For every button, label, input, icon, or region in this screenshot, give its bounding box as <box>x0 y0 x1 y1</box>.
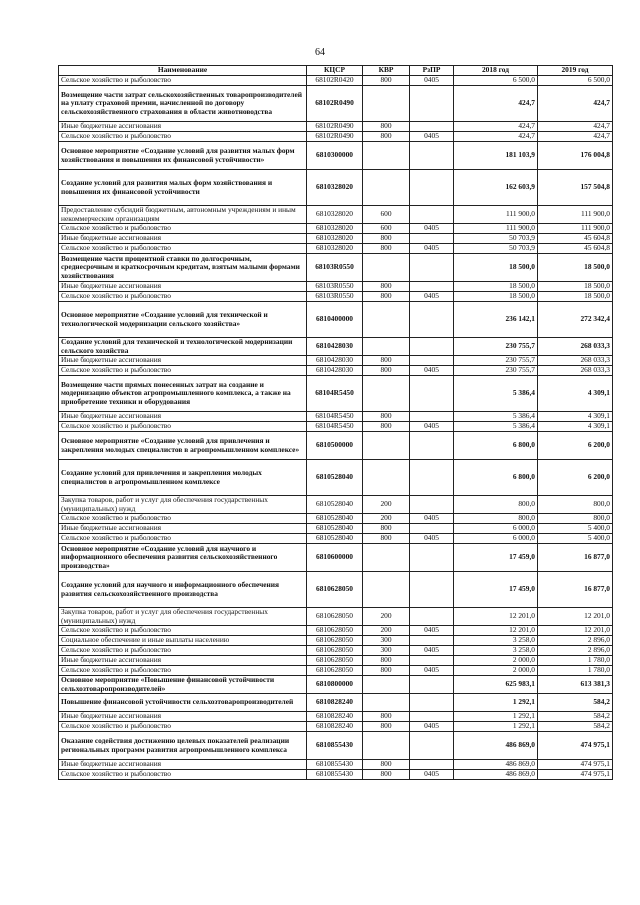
table-row <box>59 432 613 460</box>
row-kcsr-cell: 6810855430 <box>307 732 363 760</box>
row-kcsr-cell: 6810800000 <box>307 676 363 694</box>
row-kcsr-cell: 68104R5450 <box>307 422 363 432</box>
row-kvr-cell <box>363 142 410 170</box>
row-2018-cell: 17 459,0 <box>454 572 538 608</box>
page-number: 64 <box>315 47 325 58</box>
row-2019-cell: 584,2 <box>538 712 613 722</box>
row-kvr-cell: 200 <box>363 626 410 636</box>
table-row <box>59 534 613 544</box>
row-rzpr-cell: 0405 <box>410 666 454 676</box>
row-name-cell: Возмещение части прямых понесенных затрат на создание и модернизацию объектов агропромышленного комплекса, а также на приобретение техники и оборудования <box>59 376 307 412</box>
row-rzpr-cell <box>410 656 454 666</box>
row-2019-cell: 4 309,1 <box>538 376 613 412</box>
row-2018-cell: 5 386,4 <box>454 422 538 432</box>
row-rzpr-cell <box>410 524 454 534</box>
row-rzpr-cell: 0405 <box>410 514 454 524</box>
row-2018-cell: 162 603,9 <box>454 170 538 206</box>
row-2018-cell: 18 500,0 <box>454 254 538 282</box>
row-2018-cell: 3 258,0 <box>454 646 538 656</box>
row-kcsr-cell: 6810855430 <box>307 760 363 770</box>
header-name: Наименование <box>59 66 307 76</box>
row-kvr-cell <box>363 302 410 338</box>
row-kvr-cell <box>363 376 410 412</box>
row-2018-cell: 230 755,7 <box>454 366 538 376</box>
table-row <box>59 170 613 206</box>
row-2018-cell: 230 755,7 <box>454 338 538 356</box>
row-rzpr-cell: 0405 <box>410 422 454 432</box>
header-kvr: КВР <box>363 66 410 76</box>
row-2019-cell: 474 975,1 <box>538 760 613 770</box>
row-2019-cell: 268 033,3 <box>538 356 613 366</box>
row-2019-cell: 45 604,8 <box>538 234 613 244</box>
row-kvr-cell: 300 <box>363 636 410 646</box>
row-2019-cell: 584,2 <box>538 694 613 712</box>
table-row <box>59 770 613 780</box>
row-name-cell: Основное мероприятие «Создание условий для технической и технологической модернизации сельского хозяйства» <box>59 302 307 338</box>
row-rzpr-cell <box>410 234 454 244</box>
row-name-cell: Сельское хозяйство и рыболовство <box>59 244 307 254</box>
row-name-cell: Сельское хозяйство и рыболовство <box>59 770 307 780</box>
row-2019-cell: 800,0 <box>538 496 613 514</box>
row-name-cell: Сельское хозяйство и рыболовство <box>59 626 307 636</box>
row-rzpr-cell <box>410 376 454 412</box>
row-2018-cell: 18 500,0 <box>454 292 538 302</box>
row-kvr-cell <box>363 432 410 460</box>
row-2019-cell: 45 604,8 <box>538 244 613 254</box>
table-row <box>59 76 613 86</box>
row-rzpr-cell: 0405 <box>410 366 454 376</box>
row-kcsr-cell: 6810528040 <box>307 524 363 534</box>
table-row <box>59 86 613 122</box>
row-name-cell: Сельское хозяйство и рыболовство <box>59 76 307 86</box>
row-kcsr-cell: 68104R5450 <box>307 376 363 412</box>
table-row <box>59 460 613 496</box>
row-kcsr-cell: 6810528040 <box>307 460 363 496</box>
row-kcsr-cell: 6810428030 <box>307 338 363 356</box>
row-kcsr-cell: 6810328020 <box>307 224 363 234</box>
row-name-cell: Сельское хозяйство и рыболовство <box>59 366 307 376</box>
row-kvr-cell <box>363 694 410 712</box>
row-name-cell: Иные бюджетные ассигнования <box>59 234 307 244</box>
row-kcsr-cell: 68102R0490 <box>307 122 363 132</box>
row-rzpr-cell <box>410 170 454 206</box>
row-name-cell: Основное мероприятие «Создание условий для привлечения и закрепления молодых специалистов в агропромышленном комплексе» <box>59 432 307 460</box>
row-kvr-cell: 800 <box>363 524 410 534</box>
row-2019-cell: 12 201,0 <box>538 608 613 626</box>
row-kvr-cell <box>363 170 410 206</box>
row-rzpr-cell <box>410 122 454 132</box>
row-name-cell: Иные бюджетные ассигнования <box>59 412 307 422</box>
row-2018-cell: 50 703,9 <box>454 234 538 244</box>
row-2018-cell: 486 869,0 <box>454 760 538 770</box>
row-kvr-cell: 800 <box>363 132 410 142</box>
row-rzpr-cell <box>410 460 454 496</box>
row-rzpr-cell: 0405 <box>410 770 454 780</box>
row-kcsr-cell: 68103R0550 <box>307 292 363 302</box>
row-kcsr-cell: 6810328020 <box>307 234 363 244</box>
row-name-cell: Повышение финансовой устойчивости сельхозтоваропроизводителей <box>59 694 307 712</box>
row-rzpr-cell <box>410 302 454 338</box>
row-rzpr-cell: 0405 <box>410 132 454 142</box>
row-kcsr-cell: 6810628050 <box>307 666 363 676</box>
row-name-cell: Создание условий для научного и информационного обеспечения развития сельскохозяйственного производства <box>59 572 307 608</box>
row-2018-cell: 6 800,0 <box>454 460 538 496</box>
row-2018-cell: 424,7 <box>454 86 538 122</box>
row-2019-cell: 613 381,3 <box>538 676 613 694</box>
table-row <box>59 422 613 432</box>
row-kcsr-cell: 6810328020 <box>307 206 363 224</box>
row-name-cell: Иные бюджетные ассигнования <box>59 524 307 534</box>
table-row <box>59 132 613 142</box>
row-rzpr-cell <box>410 694 454 712</box>
row-kcsr-cell: 6810628050 <box>307 626 363 636</box>
row-kcsr-cell: 6810628050 <box>307 608 363 626</box>
row-2019-cell: 5 400,0 <box>538 534 613 544</box>
row-rzpr-cell <box>410 206 454 224</box>
table-row <box>59 636 613 646</box>
row-2019-cell: 6 200,0 <box>538 432 613 460</box>
row-2019-cell: 18 500,0 <box>538 292 613 302</box>
table-body <box>59 76 613 780</box>
row-rzpr-cell <box>410 496 454 514</box>
row-2018-cell: 625 983,1 <box>454 676 538 694</box>
row-rzpr-cell <box>410 282 454 292</box>
row-2019-cell: 584,2 <box>538 722 613 732</box>
row-kvr-cell <box>363 676 410 694</box>
row-2019-cell: 111 900,0 <box>538 224 613 234</box>
row-kcsr-cell: 6810828240 <box>307 712 363 722</box>
table-row <box>59 412 613 422</box>
row-kcsr-cell: 6810328020 <box>307 244 363 254</box>
header-2019: 2019 год <box>538 66 613 76</box>
row-kcsr-cell: 6810600000 <box>307 544 363 572</box>
row-kvr-cell: 800 <box>363 244 410 254</box>
row-name-cell: Иные бюджетные ассигнования <box>59 656 307 666</box>
row-kvr-cell: 800 <box>363 712 410 722</box>
row-kcsr-cell: 6810628050 <box>307 656 363 666</box>
row-kcsr-cell: 6810828240 <box>307 694 363 712</box>
table-row <box>59 356 613 366</box>
table-row <box>59 234 613 244</box>
row-kvr-cell: 800 <box>363 366 410 376</box>
table-row <box>59 292 613 302</box>
budget-table <box>58 65 613 780</box>
row-name-cell: Сельское хозяйство и рыболовство <box>59 534 307 544</box>
table-row <box>59 122 613 132</box>
row-rzpr-cell <box>410 676 454 694</box>
row-name-cell: Основное мероприятие «Создание условий для развития малых форм хозяйствования и повышения их финансовой устойчивости» <box>59 142 307 170</box>
table-row <box>59 694 613 712</box>
table-row <box>59 514 613 524</box>
row-2018-cell: 2 000,0 <box>454 666 538 676</box>
row-rzpr-cell <box>410 712 454 722</box>
table-row <box>59 676 613 694</box>
row-kcsr-cell: 6810628050 <box>307 646 363 656</box>
table-row <box>59 608 613 626</box>
row-name-cell: Возмещение части процентной ставки по долгосрочным, среднесрочным и краткосрочным кредитам, взятым малыми формами хозяйствования <box>59 254 307 282</box>
row-name-cell: Основное мероприятие «Создание условий для научного и информационного обеспечения развития сельскохозяйственного производства» <box>59 544 307 572</box>
row-name-cell: Иные бюджетные ассигнования <box>59 712 307 722</box>
row-name-cell: Сельское хозяйство и рыболовство <box>59 224 307 234</box>
row-name-cell: Сельское хозяйство и рыболовство <box>59 132 307 142</box>
row-kvr-cell: 800 <box>363 282 410 292</box>
row-2018-cell: 3 258,0 <box>454 636 538 646</box>
table-row <box>59 722 613 732</box>
row-2019-cell: 6 500,0 <box>538 76 613 86</box>
row-kcsr-cell: 6810628050 <box>307 572 363 608</box>
row-kvr-cell: 800 <box>363 412 410 422</box>
row-kvr-cell <box>363 254 410 282</box>
table-row <box>59 376 613 412</box>
row-kcsr-cell: 68104R5450 <box>307 412 363 422</box>
table-row <box>59 496 613 514</box>
row-kcsr-cell: 6810628050 <box>307 636 363 646</box>
row-2019-cell: 111 900,0 <box>538 206 613 224</box>
row-2018-cell: 2 000,0 <box>454 656 538 666</box>
table-row <box>59 732 613 760</box>
row-kvr-cell <box>363 544 410 572</box>
row-kvr-cell: 200 <box>363 514 410 524</box>
row-2018-cell: 486 869,0 <box>454 770 538 780</box>
row-2019-cell: 16 877,0 <box>538 544 613 572</box>
row-kvr-cell: 800 <box>363 760 410 770</box>
row-2018-cell: 12 201,0 <box>454 626 538 636</box>
table-row <box>59 282 613 292</box>
row-kcsr-cell: 6810828240 <box>307 722 363 732</box>
row-2019-cell: 18 500,0 <box>538 282 613 292</box>
row-name-cell: Сельское хозяйство и рыболовство <box>59 666 307 676</box>
row-2018-cell: 424,7 <box>454 122 538 132</box>
row-2019-cell: 1 780,0 <box>538 666 613 676</box>
header-kcsr: КЦСР <box>307 66 363 76</box>
row-2018-cell: 1 292,1 <box>454 712 538 722</box>
header-2018: 2018 год <box>454 66 538 76</box>
row-2019-cell: 5 400,0 <box>538 524 613 534</box>
row-2019-cell: 6 200,0 <box>538 460 613 496</box>
row-name-cell: Сельское хозяйство и рыболовство <box>59 422 307 432</box>
row-2018-cell: 6 500,0 <box>454 76 538 86</box>
table-row <box>59 142 613 170</box>
row-2018-cell: 6 800,0 <box>454 432 538 460</box>
row-2018-cell: 6 000,0 <box>454 524 538 534</box>
row-kcsr-cell: 6810855430 <box>307 770 363 780</box>
row-2018-cell: 50 703,9 <box>454 244 538 254</box>
row-2019-cell: 176 004,8 <box>538 142 613 170</box>
row-name-cell: Сельское хозяйство и рыболовство <box>59 514 307 524</box>
row-kcsr-cell: 68102R0490 <box>307 86 363 122</box>
row-2019-cell: 12 201,0 <box>538 626 613 636</box>
row-kvr-cell: 200 <box>363 608 410 626</box>
row-2019-cell: 474 975,1 <box>538 732 613 760</box>
row-2019-cell: 474 975,1 <box>538 770 613 780</box>
row-rzpr-cell: 0405 <box>410 534 454 544</box>
row-name-cell: Оказание содействия достижению целевых показателей реализации региональных программ развития агропромышленного комплекса <box>59 732 307 760</box>
header-rzpr: РзПР <box>410 66 454 76</box>
row-2018-cell: 486 869,0 <box>454 732 538 760</box>
row-2018-cell: 12 201,0 <box>454 608 538 626</box>
row-kvr-cell: 800 <box>363 656 410 666</box>
table-row <box>59 302 613 338</box>
table-row <box>59 224 613 234</box>
row-kvr-cell: 600 <box>363 206 410 224</box>
row-kcsr-cell: 6810400000 <box>307 302 363 338</box>
row-kvr-cell <box>363 86 410 122</box>
row-2019-cell: 424,7 <box>538 86 613 122</box>
row-rzpr-cell <box>410 338 454 356</box>
row-rzpr-cell <box>410 86 454 122</box>
row-2018-cell: 1 292,1 <box>454 722 538 732</box>
row-rzpr-cell <box>410 254 454 282</box>
row-2019-cell: 18 500,0 <box>538 254 613 282</box>
table-row <box>59 712 613 722</box>
row-2018-cell: 111 900,0 <box>454 224 538 234</box>
row-2018-cell: 5 386,4 <box>454 412 538 422</box>
row-name-cell: Возмещение части затрат сельскохозяйственных товаропроизводителей на уплату страховой премии, начисленной по договору сельскохозяйственного страхования в области животноводства <box>59 86 307 122</box>
table-row <box>59 254 613 282</box>
row-name-cell: Сельское хозяйство и рыболовство <box>59 722 307 732</box>
row-rzpr-cell <box>410 636 454 646</box>
row-kvr-cell: 800 <box>363 422 410 432</box>
row-2019-cell: 424,7 <box>538 122 613 132</box>
table-row <box>59 338 613 356</box>
row-rzpr-cell <box>410 412 454 422</box>
row-rzpr-cell: 0405 <box>410 646 454 656</box>
row-rzpr-cell <box>410 760 454 770</box>
row-rzpr-cell: 0405 <box>410 76 454 86</box>
row-name-cell: Предоставление субсидий бюджетным, автономным учреждениям и иным некоммерческим организациям <box>59 206 307 224</box>
row-2018-cell: 424,7 <box>454 132 538 142</box>
row-2019-cell: 2 896,0 <box>538 646 613 656</box>
table-row <box>59 544 613 572</box>
row-kvr-cell: 800 <box>363 76 410 86</box>
row-kcsr-cell: 6810528040 <box>307 496 363 514</box>
row-kcsr-cell: 6810500000 <box>307 432 363 460</box>
row-kcsr-cell: 68102R0420 <box>307 76 363 86</box>
row-name-cell: Иные бюджетные ассигнования <box>59 760 307 770</box>
row-kvr-cell: 800 <box>363 666 410 676</box>
row-2018-cell: 181 103,9 <box>454 142 538 170</box>
row-name-cell: Иные бюджетные ассигнования <box>59 122 307 132</box>
row-rzpr-cell <box>410 732 454 760</box>
row-2019-cell: 1 780,0 <box>538 656 613 666</box>
row-kcsr-cell: 68103R0550 <box>307 282 363 292</box>
row-2018-cell: 5 386,4 <box>454 376 538 412</box>
row-rzpr-cell <box>410 356 454 366</box>
row-kvr-cell: 800 <box>363 234 410 244</box>
row-name-cell: Создание условий для развития малых форм хозяйствования и повышения их финансовой устойчивости <box>59 170 307 206</box>
row-kcsr-cell: 68103R0550 <box>307 254 363 282</box>
row-2019-cell: 424,7 <box>538 132 613 142</box>
row-rzpr-cell <box>410 572 454 608</box>
row-rzpr-cell <box>410 142 454 170</box>
row-kvr-cell: 600 <box>363 224 410 234</box>
table-row <box>59 646 613 656</box>
table-row <box>59 760 613 770</box>
row-rzpr-cell: 0405 <box>410 292 454 302</box>
row-2018-cell: 1 292,1 <box>454 694 538 712</box>
row-name-cell: Основное мероприятие «Повышение финансовой устойчивости сельхозтоваропроизводителей» <box>59 676 307 694</box>
table-row <box>59 656 613 666</box>
row-kvr-cell <box>363 460 410 496</box>
row-2019-cell: 800,0 <box>538 514 613 524</box>
row-name-cell: Создание условий для технической и технологической модернизации сельского хозяйства <box>59 338 307 356</box>
row-kcsr-cell: 6810300000 <box>307 142 363 170</box>
table-row <box>59 524 613 534</box>
row-name-cell: Создание условий для привлечения и закрепления молодых специалистов в агропромышленном комплексе <box>59 460 307 496</box>
row-2018-cell: 111 900,0 <box>454 206 538 224</box>
row-2019-cell: 268 033,3 <box>538 366 613 376</box>
row-2019-cell: 268 033,3 <box>538 338 613 356</box>
row-kvr-cell: 800 <box>363 534 410 544</box>
row-kcsr-cell: 6810428030 <box>307 356 363 366</box>
row-kcsr-cell: 6810528040 <box>307 534 363 544</box>
row-rzpr-cell <box>410 544 454 572</box>
row-rzpr-cell: 0405 <box>410 722 454 732</box>
row-2019-cell: 16 877,0 <box>538 572 613 608</box>
table-row <box>59 666 613 676</box>
row-name-cell: Сельское хозяйство и рыболовство <box>59 646 307 656</box>
table-row <box>59 366 613 376</box>
row-2018-cell: 230 755,7 <box>454 356 538 366</box>
row-rzpr-cell <box>410 608 454 626</box>
row-name-cell: Социальное обеспечение и иные выплаты населению <box>59 636 307 646</box>
row-kcsr-cell: 6810428030 <box>307 366 363 376</box>
row-2019-cell: 157 504,8 <box>538 170 613 206</box>
row-kvr-cell <box>363 732 410 760</box>
row-2018-cell: 18 500,0 <box>454 282 538 292</box>
row-rzpr-cell: 0405 <box>410 626 454 636</box>
row-rzpr-cell: 0405 <box>410 244 454 254</box>
row-name-cell: Закупка товаров, работ и услуг для обеспечения государственных (муниципальных) нужд <box>59 496 307 514</box>
row-2019-cell: 272 342,4 <box>538 302 613 338</box>
table-row <box>59 244 613 254</box>
row-2019-cell: 4 309,1 <box>538 422 613 432</box>
row-kvr-cell: 200 <box>363 496 410 514</box>
row-kcsr-cell: 68102R0490 <box>307 132 363 142</box>
table-row <box>59 206 613 224</box>
row-kvr-cell: 800 <box>363 722 410 732</box>
row-rzpr-cell <box>410 432 454 460</box>
row-2019-cell: 4 309,1 <box>538 412 613 422</box>
row-2018-cell: 236 142,1 <box>454 302 538 338</box>
row-name-cell: Закупка товаров, работ и услуг для обеспечения государственных (муниципальных) нужд <box>59 608 307 626</box>
row-kvr-cell: 800 <box>363 122 410 132</box>
row-name-cell: Иные бюджетные ассигнования <box>59 356 307 366</box>
table-header-row <box>59 66 613 76</box>
table-row <box>59 572 613 608</box>
row-kvr-cell: 800 <box>363 770 410 780</box>
row-2019-cell: 2 896,0 <box>538 636 613 646</box>
row-kvr-cell <box>363 572 410 608</box>
row-kvr-cell: 800 <box>363 356 410 366</box>
row-rzpr-cell: 0405 <box>410 224 454 234</box>
row-name-cell: Сельское хозяйство и рыболовство <box>59 292 307 302</box>
row-kcsr-cell: 6810528040 <box>307 514 363 524</box>
row-kvr-cell: 300 <box>363 646 410 656</box>
row-2018-cell: 17 459,0 <box>454 544 538 572</box>
row-kvr-cell <box>363 338 410 356</box>
row-kvr-cell: 800 <box>363 292 410 302</box>
row-name-cell: Иные бюджетные ассигнования <box>59 282 307 292</box>
row-kcsr-cell: 6810328020 <box>307 170 363 206</box>
row-2018-cell: 800,0 <box>454 496 538 514</box>
row-2018-cell: 800,0 <box>454 514 538 524</box>
row-2018-cell: 6 000,0 <box>454 534 538 544</box>
table-row <box>59 626 613 636</box>
